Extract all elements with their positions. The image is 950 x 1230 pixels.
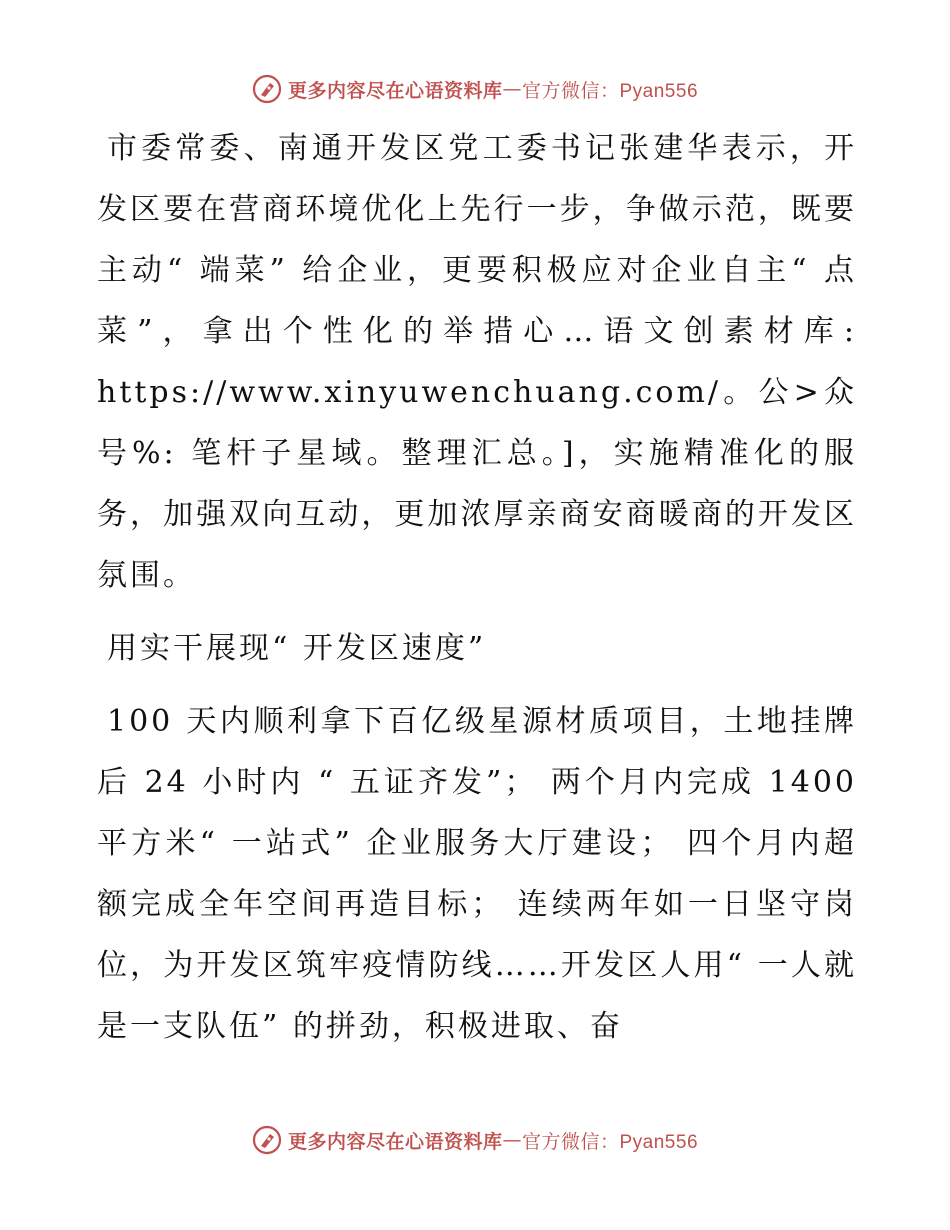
watermark-text: 更多内容尽在心语资料库	[287, 1130, 503, 1153]
watermark-separator: —	[502, 78, 522, 100]
pen-nib-circle-icon	[252, 1125, 282, 1155]
paragraph-1: 市委常委、南通开发区党工委书记张建华表示，开发区要在营商环境优化上先行一步，争做示范，既要主动“ 端菜” 给企业，更要积极应对企业自主“ 点菜”，拿出个性化的举措心…语文创素材库: https://www.xinyuwenchuang.com/。公>众号%: 笔杆子星域。整理汇总。]，实施精准化的服务，加强双向互动，更加浓厚亲商安商暖商的开发区氛围。	[97, 131, 857, 593]
header-watermark	[0, 71, 950, 107]
section-heading: 用实干展现“ 开发区速度”	[107, 631, 487, 666]
watermark-separator: —	[502, 1129, 522, 1151]
document-body	[97, 118, 857, 1057]
watermark-account: 官方微信：Pyan556	[522, 80, 699, 102]
watermark-account: 官方微信：Pyan556	[522, 1131, 699, 1153]
paragraph-2: 100 天内顺利拿下百亿级星源材质项目，土地挂牌后 24 小时内 “ 五证齐发”； 两个月内完成 1400 平方米“ 一站式” 企业服务大厅建设； 四个月内超额完成全年空间再造目标； 连续两年如一日坚守岗位，为开发区筑牢疫情防线……开发区人用“ 一人就是一支队伍” 的拼劲，积极进取、奋	[97, 704, 857, 1044]
footer-watermark	[0, 1122, 950, 1158]
pen-nib-circle-icon	[252, 74, 282, 104]
watermark-text: 更多内容尽在心语资料库	[287, 79, 503, 102]
